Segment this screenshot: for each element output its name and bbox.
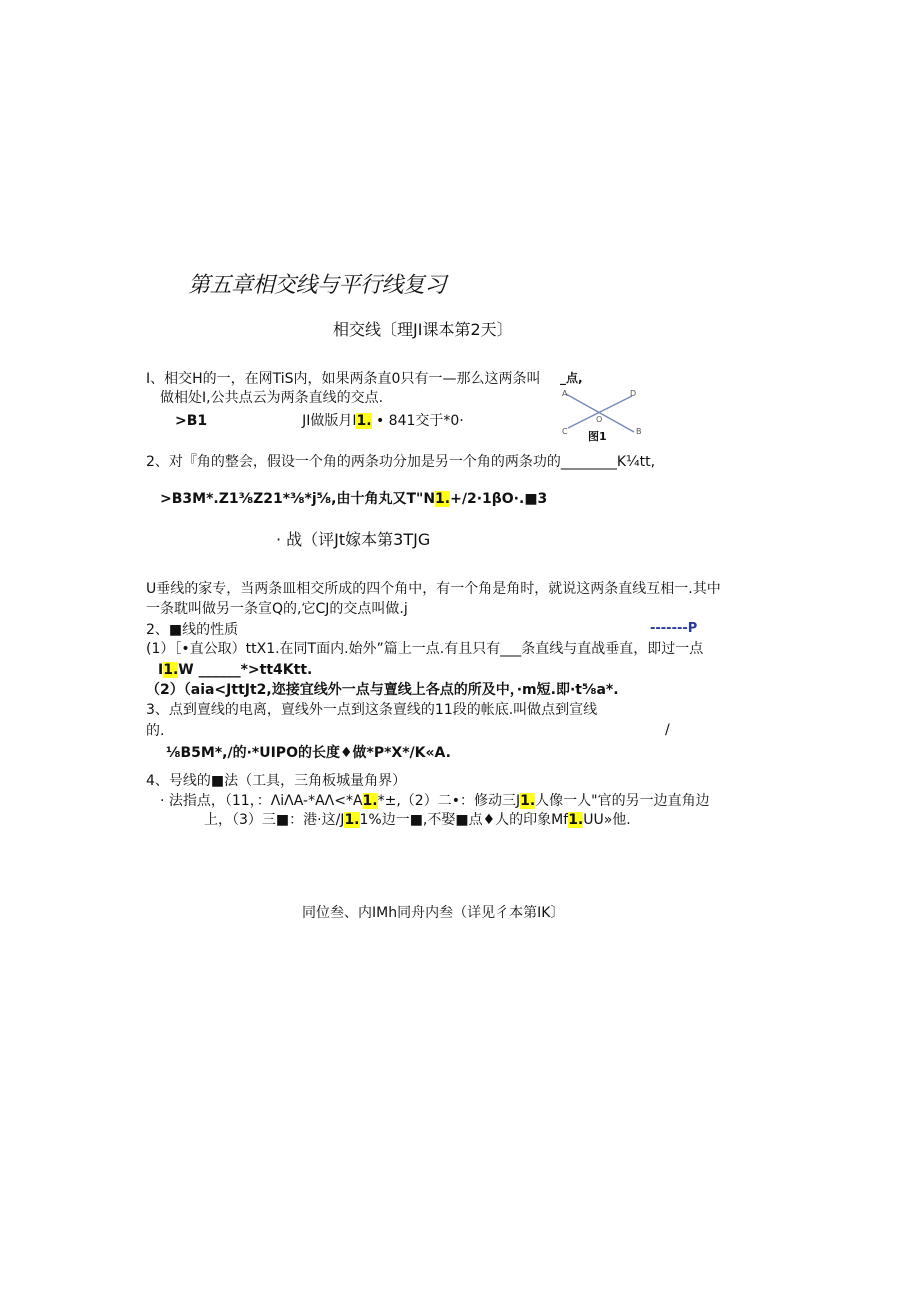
property-1-line-2 — [158, 661, 312, 679]
highlight: 1. — [568, 812, 584, 828]
text-fragment: +∕2·1βO·.■3 — [450, 491, 548, 507]
point-b-label: B — [636, 427, 642, 436]
text-fragment: >B3M*.Z1⅜Z21*⅜*j⅝,由十角丸又T"N — [160, 491, 436, 507]
figure-1-intersecting-lines — [556, 368, 648, 446]
paragraph-3-line-2: 的. — [146, 723, 165, 739]
property-2-line: （2）（aia<JttJt2,迩接宜线外一点与亶线上各点的所及中，·m短.即·t⅝a*. — [146, 682, 619, 698]
property-1-line-1: (1）［•直公取）ttX1.在同T面内.始外”篇上一点.有且只有___条直线与直战垂直，即过一点 — [146, 641, 704, 657]
paragraph-1-line-3 — [175, 412, 464, 430]
perpendicular-properties-heading: 2、■线的性质 — [146, 622, 239, 638]
point-d-label: D — [630, 389, 637, 398]
paragraph-4-line-3 — [204, 811, 631, 829]
text-fragment: >B1 — [175, 413, 208, 429]
point-a-label: A — [562, 389, 568, 398]
highlight: 1. — [435, 491, 451, 507]
section-heading-angles: 同位叁、内IMh同舟内叁（详见彳本第IK〕 — [302, 905, 565, 921]
paragraph-2-line-2 — [160, 490, 547, 508]
paragraph-2-line-1: 2、对『角的整会，假设一个角的两条功分加是另一个角的两条功的________K¼tt, — [146, 454, 656, 470]
text-fragment: 上，（3）三■：港·这/J — [204, 812, 345, 828]
text-fragment: JI做版月I — [302, 413, 357, 429]
highlight: 1. — [520, 793, 536, 809]
text-fragment: *±,（2）二•：修动三J — [377, 793, 521, 809]
slash-mark: / — [665, 722, 670, 738]
paragraph-1-line-2: 做相处I,公共点云为两条直线的交点. — [160, 390, 384, 406]
point-o-label: O — [596, 415, 603, 424]
highlight: 1. — [362, 793, 378, 809]
text-fragment: · 法指点，（11，：ΛiΛA-*AΛ<*A — [160, 793, 363, 809]
text-fragment: 1%边一■,不娶■点♦人的印象Mf — [359, 812, 569, 828]
figure-label-p: -------P — [650, 621, 698, 636]
text-fragment: I — [158, 662, 164, 678]
figure-caption: 图1 — [588, 430, 607, 443]
paragraph-3-line-3: ⅛B5M*,∕的·*UIPO的长度♦做*P*X*/K«A. — [166, 745, 451, 761]
paragraph-4-line-1: 4、号线的■法（工具，三角板城量角界） — [146, 773, 407, 789]
paragraph-4-line-2 — [160, 792, 710, 810]
figure-label-top: _点, — [560, 371, 583, 385]
paragraph-1-line-1: I、相交H的一，在网TiS内，如果两条直0只有一—那么这两条叫 — [146, 371, 541, 387]
text-fragment: UU»他. — [583, 812, 631, 828]
perpendicular-def-line-2: 一条耽叫做另一条宣Q的,它CJ的交点叫做.j — [146, 601, 408, 617]
highlight: 1. — [163, 662, 179, 678]
highlight: 1. — [356, 413, 372, 429]
page-title: 第五章相交线与平行线复习 — [188, 273, 447, 298]
section-heading-perpendicular: · 战（评Jt嫁本第3TJG — [276, 530, 431, 549]
perpendicular-def-line-1: U垂线的家专，当两条皿相交所成的四个角中，有一个角是角时，就说这两条直线互相一.其中 — [146, 581, 721, 597]
highlight: 1. — [344, 812, 360, 828]
text-fragment: • 841交于*0· — [375, 413, 464, 429]
text-fragment: W ______*>tt4Ktt. — [178, 662, 313, 678]
section-heading-intersecting-lines: 相交线〔理JI课本第2天〕 — [333, 320, 513, 339]
point-c-label: C — [562, 427, 568, 436]
paragraph-3-line-1: 3、点到亶线的电离，亶线外一点到这条亶线的11段的帐底.叫做点到宣线 — [146, 702, 598, 718]
text-fragment: 人像一人"官的另一边直角边 — [535, 793, 710, 809]
